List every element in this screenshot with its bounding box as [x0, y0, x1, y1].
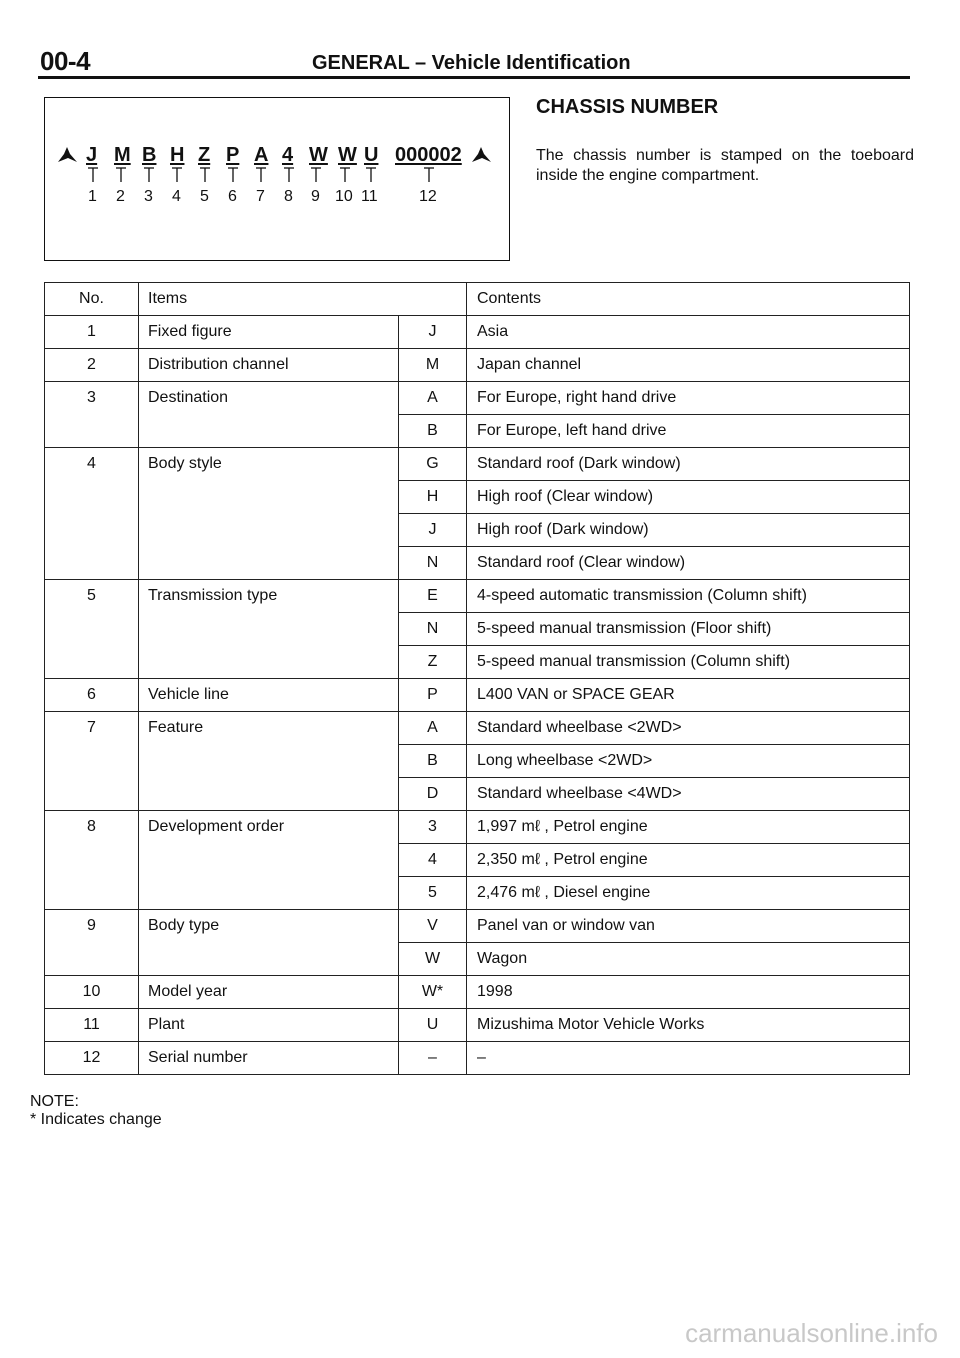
- row-code: N: [399, 547, 467, 580]
- row-code: D: [399, 778, 467, 811]
- row-code: M: [399, 349, 467, 382]
- chassis-position-number: 4: [172, 188, 181, 205]
- table-row: [45, 679, 910, 712]
- row-code: A: [399, 712, 467, 745]
- row-content: 2,476 mℓ , Diesel engine: [467, 877, 910, 910]
- row-item: [139, 613, 399, 646]
- row-content: For Europe, right hand drive: [467, 382, 910, 415]
- row-content: 5-speed manual transmission (Column shift): [467, 646, 910, 679]
- row-code: W*: [399, 976, 467, 1009]
- row-item: Plant: [139, 1009, 399, 1042]
- header-no: No.: [45, 283, 139, 316]
- row-item: [139, 778, 399, 811]
- table-row: [45, 910, 910, 943]
- row-number: [45, 415, 139, 448]
- table-row: [45, 349, 910, 382]
- row-code: J: [399, 514, 467, 547]
- row-content: 2,350 mℓ , Petrol engine: [467, 844, 910, 877]
- row-number: 9: [45, 910, 139, 943]
- chassis-character: 4: [282, 144, 294, 166]
- row-number: [45, 514, 139, 547]
- header-rule: [38, 76, 910, 79]
- chassis-character: J: [86, 144, 98, 166]
- row-item: [139, 844, 399, 877]
- row-code: U: [399, 1009, 467, 1042]
- chassis-position-number: 6: [228, 188, 237, 205]
- table-row: [45, 943, 910, 976]
- row-code: B: [399, 415, 467, 448]
- row-item: Body type: [139, 910, 399, 943]
- diagram-leader-lines: [45, 98, 511, 262]
- row-content: Standard wheelbase <4WD>: [467, 778, 910, 811]
- note: [30, 1093, 162, 1129]
- table-row: [45, 382, 910, 415]
- row-content: –: [467, 1042, 910, 1075]
- row-item: [139, 514, 399, 547]
- row-code: P: [399, 679, 467, 712]
- row-code: H: [399, 481, 467, 514]
- chassis-position-number: 5: [200, 188, 209, 205]
- row-number: 12: [45, 1042, 139, 1075]
- row-code: G: [399, 448, 467, 481]
- row-number: 6: [45, 679, 139, 712]
- table-row: [45, 712, 910, 745]
- row-item: [139, 877, 399, 910]
- row-content: Mizushima Motor Vehicle Works: [467, 1009, 910, 1042]
- row-item: Distribution channel: [139, 349, 399, 382]
- row-item: Destination: [139, 382, 399, 415]
- page-header-title: GENERAL – Vehicle Identification: [312, 52, 631, 74]
- row-content: Standard roof (Dark window): [467, 448, 910, 481]
- table-row: [45, 1009, 910, 1042]
- chassis-number-diagram: [44, 97, 510, 261]
- row-code: A: [399, 382, 467, 415]
- row-item: [139, 547, 399, 580]
- row-code: –: [399, 1042, 467, 1075]
- table-row: [45, 316, 910, 349]
- identification-table: [44, 282, 910, 1075]
- chassis-character: A: [254, 144, 269, 166]
- row-content: Wagon: [467, 943, 910, 976]
- chassis-character: H: [170, 144, 185, 166]
- row-number: [45, 613, 139, 646]
- chassis-position-number: 11: [361, 188, 378, 205]
- chassis-position-number: 12: [419, 188, 437, 205]
- row-item: Body style: [139, 448, 399, 481]
- chassis-character: 000002: [395, 144, 462, 166]
- chassis-position-number: 3: [144, 188, 153, 205]
- row-content: Panel van or window van: [467, 910, 910, 943]
- row-number: 8: [45, 811, 139, 844]
- row-number: [45, 745, 139, 778]
- row-code: 4: [399, 844, 467, 877]
- row-item: Model year: [139, 976, 399, 1009]
- chassis-position-number: 8: [284, 188, 293, 205]
- row-content: Standard roof (Clear window): [467, 547, 910, 580]
- table-row: [45, 580, 910, 613]
- chassis-position-number: 7: [256, 188, 265, 205]
- table-row: [45, 514, 910, 547]
- row-number: 5: [45, 580, 139, 613]
- row-content: Long wheelbase <2WD>: [467, 745, 910, 778]
- row-item: Feature: [139, 712, 399, 745]
- row-item: Development order: [139, 811, 399, 844]
- chassis-position-number: 1: [88, 188, 97, 205]
- row-number: [45, 943, 139, 976]
- row-number: [45, 481, 139, 514]
- row-code: V: [399, 910, 467, 943]
- row-number: 7: [45, 712, 139, 745]
- row-code: B: [399, 745, 467, 778]
- table-row: [45, 844, 910, 877]
- row-number: 1: [45, 316, 139, 349]
- row-number: [45, 547, 139, 580]
- row-content: Asia: [467, 316, 910, 349]
- row-code: 5: [399, 877, 467, 910]
- table-row: [45, 547, 910, 580]
- row-number: 2: [45, 349, 139, 382]
- row-code: E: [399, 580, 467, 613]
- row-item: Serial number: [139, 1042, 399, 1075]
- row-item: [139, 481, 399, 514]
- row-item: [139, 943, 399, 976]
- chassis-character: M: [114, 144, 131, 166]
- row-content: 1,997 mℓ , Petrol engine: [467, 811, 910, 844]
- chassis-position-number: 2: [116, 188, 125, 205]
- chassis-character: U: [364, 144, 379, 166]
- table-row: [45, 1042, 910, 1075]
- row-number: [45, 844, 139, 877]
- row-number: 3: [45, 382, 139, 415]
- chassis-character: W: [309, 144, 328, 166]
- row-number: 4: [45, 448, 139, 481]
- row-code: W: [399, 943, 467, 976]
- header-contents: Contents: [467, 283, 910, 316]
- row-content: 5-speed manual transmission (Floor shift): [467, 613, 910, 646]
- table-row: [45, 811, 910, 844]
- chassis-character: B: [142, 144, 157, 166]
- table-row: [45, 976, 910, 1009]
- row-code: 3: [399, 811, 467, 844]
- row-number: 10: [45, 976, 139, 1009]
- note-label: NOTE:: [30, 1093, 79, 1110]
- row-number: [45, 646, 139, 679]
- page-number: 00-4: [40, 46, 91, 76]
- row-item: Fixed figure: [139, 316, 399, 349]
- watermark: carmanualsonline.info: [685, 1318, 938, 1348]
- row-item: [139, 745, 399, 778]
- chassis-position-number: 10: [335, 188, 353, 205]
- table-row: [45, 613, 910, 646]
- row-item: [139, 646, 399, 679]
- table-row: [45, 448, 910, 481]
- row-content: High roof (Clear window): [467, 481, 910, 514]
- row-item: [139, 415, 399, 448]
- row-content: L400 VAN or SPACE GEAR: [467, 679, 910, 712]
- row-item: Transmission type: [139, 580, 399, 613]
- table-row: [45, 481, 910, 514]
- chassis-position-number: 9: [311, 188, 320, 205]
- row-code: Z: [399, 646, 467, 679]
- section-body: The chassis number is stamped on the toeboard inside the engine compartment.: [536, 147, 914, 184]
- row-number: [45, 877, 139, 910]
- row-content: Standard wheelbase <2WD>: [467, 712, 910, 745]
- chassis-character: P: [226, 144, 240, 166]
- header-items: Items: [139, 283, 467, 316]
- chassis-character: Z: [198, 144, 211, 166]
- row-number: 11: [45, 1009, 139, 1042]
- table-header-row: [45, 283, 910, 316]
- row-content: High roof (Dark window): [467, 514, 910, 547]
- table-row: [45, 646, 910, 679]
- row-content: 4-speed automatic transmission (Column shift): [467, 580, 910, 613]
- star-marker-icon: [472, 147, 491, 162]
- table-row: [45, 877, 910, 910]
- table-row: [45, 745, 910, 778]
- star-marker-icon: [58, 147, 77, 162]
- row-code: J: [399, 316, 467, 349]
- table-row: [45, 778, 910, 811]
- table-row: [45, 415, 910, 448]
- row-content: Japan channel: [467, 349, 910, 382]
- section-title: CHASSIS NUMBER: [536, 96, 719, 118]
- row-number: [45, 778, 139, 811]
- row-content: 1998: [467, 976, 910, 1009]
- row-content: For Europe, left hand drive: [467, 415, 910, 448]
- chassis-character: W: [338, 144, 357, 166]
- row-item: Vehicle line: [139, 679, 399, 712]
- row-code: N: [399, 613, 467, 646]
- note-text: * Indicates change: [30, 1111, 162, 1128]
